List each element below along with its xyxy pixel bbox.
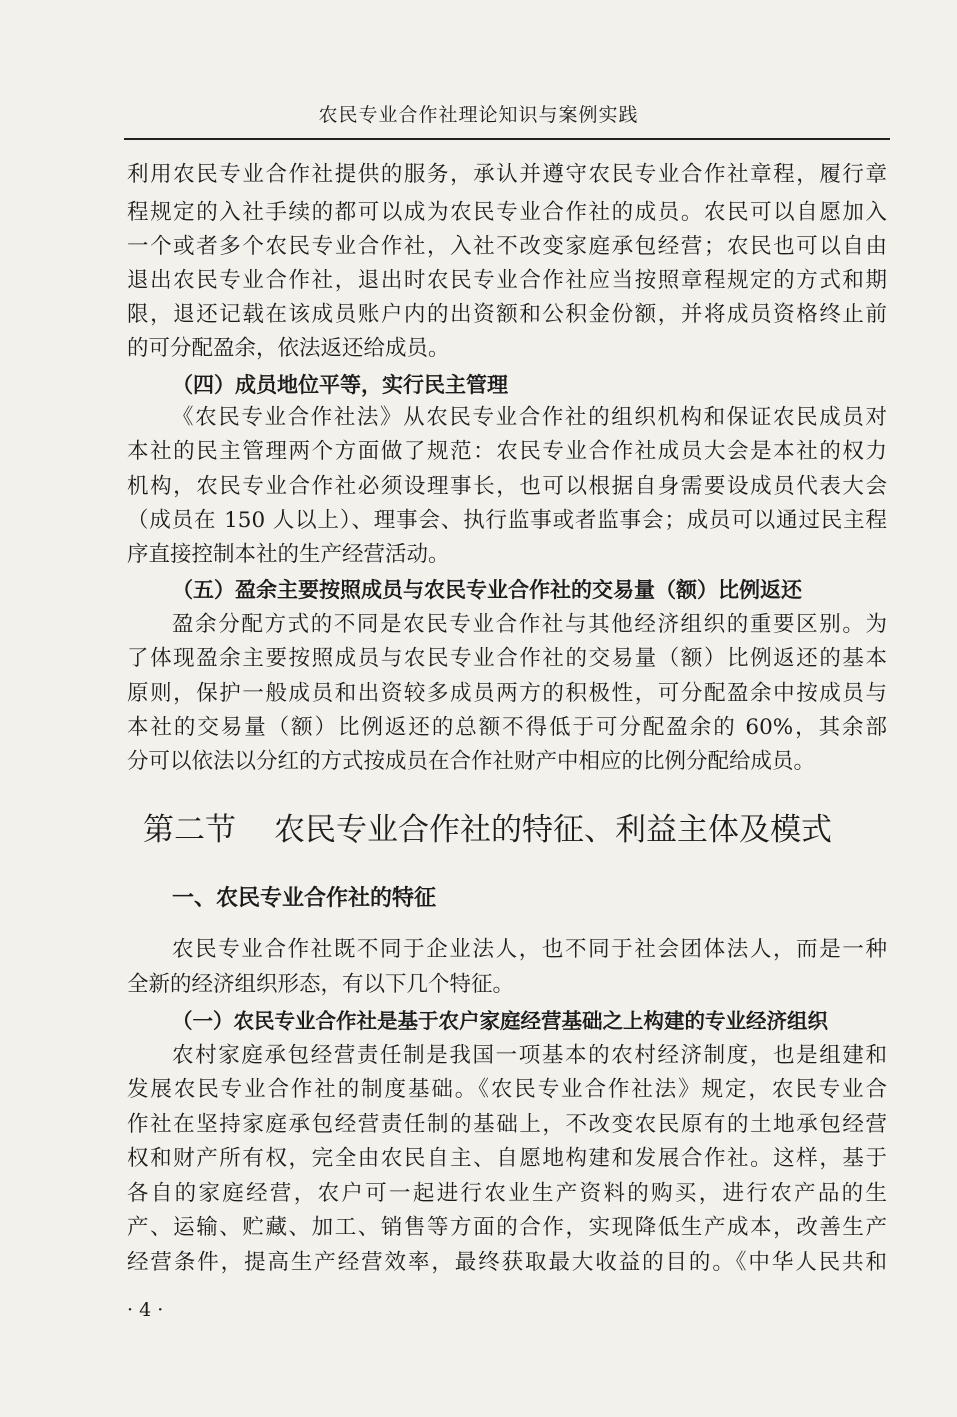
subheading-four: （四）成员地位平等，实行民主管理: [172, 373, 508, 397]
body-line: 一个或者多个农民专业合作社，入社不改变家庭承包经营；农民也可以自由: [127, 234, 887, 259]
body-line: 序直接控制本社的生产经营活动。: [127, 542, 450, 567]
body-line: 利用农民专业合作社提供的服务，承认并遵守农民专业合作社章程，履行章: [127, 162, 887, 187]
body-line: 分可以依法以分红的方式按成员在合作社财产中相应的比例分配给成员。: [127, 749, 816, 774]
running-head: 农民专业合作社理论知识与案例实践: [318, 104, 639, 126]
body-line: 限，退还记载在该成员账户内的出资额和公积金份额，并将成员资格终止前: [127, 302, 887, 327]
body-line: 产、运输、贮藏、加工、销售等方面的合作，实现降低生产成本，改善生产: [127, 1215, 887, 1240]
section-number: 第二节: [143, 812, 236, 848]
body-line: 经营条件，提高生产经营效率，最终获取最大收益的目的。《中华人民共和: [127, 1250, 887, 1275]
body-line: （成员在 150 人以上）、理事会、执行监事或者监事会；成员可以通过民主程: [127, 508, 887, 533]
body-line: 各自的家庭经营，农户可一起进行农业生产资料的购买，进行农产品的生: [127, 1181, 887, 1206]
section-title: [143, 808, 883, 852]
body-line: 全新的经济组织形态，有以下几个特征。: [127, 972, 515, 997]
section-title-text: 农民专业合作社的特征、利益主体及模式: [274, 812, 832, 848]
body-line: 程规定的入社手续的都可以成为农民专业合作社的成员。农民可以自愿加入: [127, 200, 887, 225]
body-line: 农民专业合作社既不同于企业法人，也不同于社会团体法人，而是一种: [172, 937, 887, 962]
body-line: 《农民专业合作社法》从农民专业合作社的组织机构和保证农民成员对: [172, 405, 887, 430]
body-line: 盈余分配方式的不同是农民专业合作社与其他经济组织的重要区别。为: [172, 612, 887, 637]
subheading-five: （五）盈余主要按照成员与农民专业合作社的交易量（额）比例返还: [172, 578, 802, 602]
body-line: 作社在坚持家庭承包经营责任制的基础上，不改变农民原有的土地承包经营: [127, 1112, 887, 1137]
body-line: 了体现盈余主要按照成员与农民专业合作社的交易量（额）比例返还的基本: [127, 646, 887, 671]
subheading-one: （一）农民专业合作社是基于农户家庭经营基础之上构建的专业经济组织: [172, 1009, 828, 1033]
body-line: 本社的交易量（额）比例返还的总额不得低于可分配盈余的 60%，其余部: [127, 715, 887, 740]
body-line: 机构，农民专业合作社必须设理事长，也可以根据自身需要设成员代表大会: [127, 474, 887, 499]
body-line: 本社的民主管理两个方面做了规范：农民专业合作社成员大会是本社的权力: [127, 439, 887, 464]
body-line: 原则，保护一般成员和出资较多成员两方的积极性，可分配盈余中按成员与: [127, 681, 887, 706]
subsection-heading: 一、农民专业合作社的特征: [172, 886, 437, 911]
body-line: 的可分配盈余，依法返还给成员。: [127, 336, 450, 361]
body-line: 农村家庭承包经营责任制是我国一项基本的农村经济制度，也是组建和: [172, 1043, 887, 1068]
body-line: 权和财产所有权，完全由农民自主、自愿地构建和发展合作社。这样，基于: [127, 1146, 887, 1171]
header-rule: [124, 138, 890, 140]
body-line: 退出农民专业合作社，退出时农民专业合作社应当按照章程规定的方式和期: [127, 268, 887, 293]
body-line: 发展农民专业合作社的制度基础。《农民专业合作社法》规定，农民专业合: [127, 1077, 887, 1102]
page-number: · 4 ·: [127, 1299, 164, 1321]
